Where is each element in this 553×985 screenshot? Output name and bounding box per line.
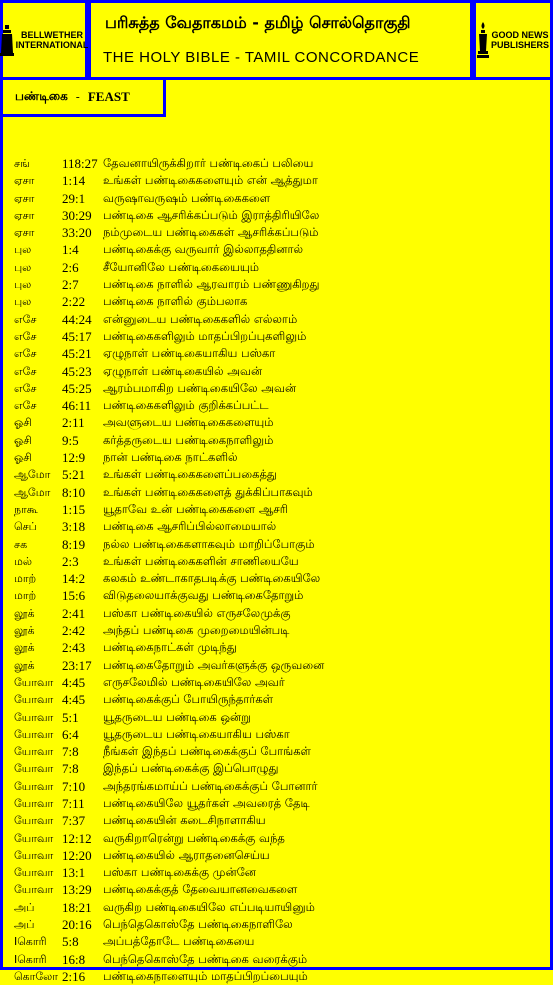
entry-text: அந்தரங்கமாய்ப் பண்டிகைக்குப் போனார் <box>103 778 318 793</box>
entry-reference: 13:1 <box>62 865 86 881</box>
concordance-entry <box>0 259 553 276</box>
concordance-entry <box>0 760 553 777</box>
subject-tamil: பண்டிகை <box>15 89 68 103</box>
entry-book: Iகொரி <box>14 935 47 949</box>
entry-reference: 7:8 <box>62 761 79 777</box>
entry-book: யோவா <box>14 727 54 741</box>
concordance-entry <box>0 951 553 968</box>
entry-reference: 23:17 <box>62 657 92 673</box>
entry-book: மாற் <box>14 589 37 603</box>
concordance-entry <box>0 449 553 466</box>
entry-reference: 7:10 <box>62 778 86 794</box>
entry-reference: 5:1 <box>62 709 79 725</box>
entry-reference: 30:29 <box>62 207 92 223</box>
entry-book: யோவா <box>14 745 54 759</box>
entry-reference: 7:8 <box>62 744 79 760</box>
entry-book: யோவா <box>14 883 54 897</box>
entry-reference: 12:12 <box>62 830 92 846</box>
concordance-entry <box>0 709 553 726</box>
entry-text: யூதாவே உன் பண்டிகைகளை ஆசரி <box>103 501 289 516</box>
concordance-entry <box>0 743 553 760</box>
concordance-entry <box>0 276 553 293</box>
entry-text: ஏழுநாள் பண்டிகையாகிய பஸ்கா <box>103 346 276 361</box>
concordance-list <box>0 155 553 985</box>
entry-reference: 2:7 <box>62 277 79 293</box>
concordance-entry <box>0 778 553 795</box>
concordance-entry <box>0 293 553 310</box>
entry-book: யோவா <box>14 831 54 845</box>
header <box>0 0 553 80</box>
entry-reference: 2:16 <box>62 968 86 984</box>
left-logo-line1: BELLWETHER <box>21 30 83 40</box>
entry-text: எருசலேமில் பண்டிகையிலே அவர் <box>103 674 285 689</box>
entry-text: பெந்தெகொஸ்தே பண்டிகைநாளிலே <box>103 917 293 932</box>
entry-book: எசே <box>14 399 37 413</box>
concordance-entry <box>0 484 553 501</box>
concordance-entry <box>0 190 553 207</box>
title-tamil: பரிசுத்த வேதாகமம் - தமிழ் சொல்தொகுதி <box>105 13 411 32</box>
entry-reference: 2:22 <box>62 294 86 310</box>
concordance-entry <box>0 380 553 397</box>
entry-text: நம்முடைய பண்டிகைகள் ஆசரிக்கப்படும் <box>103 225 319 240</box>
concordance-entry <box>0 553 553 570</box>
entry-book: ஏசா <box>14 226 35 240</box>
entry-reference: 45:17 <box>62 328 92 344</box>
entry-reference: 7:11 <box>62 795 85 811</box>
entry-reference: 12:20 <box>62 847 92 863</box>
entry-reference: 3:18 <box>62 519 86 535</box>
entry-book: புல <box>14 243 32 257</box>
entry-text: ஏழுநாள் பண்டிகையில் அவன் <box>103 363 263 378</box>
concordance-entry <box>0 639 553 656</box>
entry-text: சீயோனிலே பண்டிகையையும் <box>103 259 259 274</box>
entry-text: உங்கள் பண்டிகைகளையும் என் ஆத்துமா <box>103 173 318 188</box>
bellwether-logo <box>0 0 88 80</box>
entry-book: அப் <box>14 918 35 932</box>
entry-reference: 2:41 <box>62 605 86 621</box>
entry-reference: 20:16 <box>62 917 92 933</box>
entry-text: கர்த்தருடைய பண்டிகைநாளிலும் <box>103 432 274 447</box>
subject-separator: - <box>75 90 80 104</box>
entry-text: பண்டிகையிலே யூதர்கள் அவரைத் தேடி <box>103 795 310 810</box>
entry-reference: 5:21 <box>62 467 86 483</box>
entry-book: புல <box>14 278 32 292</box>
entry-text: நீங்கள் இந்தப் பண்டிகைக்குப் போங்கள் <box>103 744 311 759</box>
concordance-entry <box>0 812 553 829</box>
concordance-entry <box>0 864 553 881</box>
entry-book: யோவா <box>14 675 54 689</box>
entry-reference: 33:20 <box>62 225 92 241</box>
entry-book: யோவா <box>14 710 54 724</box>
entry-text: நல்ல பண்டிகைகளாகவும் மாறிப்போகும் <box>103 536 315 551</box>
entry-book: யோவா <box>14 848 54 862</box>
entry-text: பண்டிகைநாளையும் மாதப்பிறப்பையும் <box>103 968 308 983</box>
entry-reference: 13:29 <box>62 882 92 898</box>
entry-text: பண்டிகைக்குத் தேவையானவைகளை <box>103 882 298 897</box>
entry-reference: 1:15 <box>62 501 86 517</box>
entry-reference: 2:6 <box>62 259 79 275</box>
entry-book: லூக் <box>14 658 35 672</box>
concordance-entry <box>0 172 553 189</box>
entry-text: பண்டிகைகளிலும் குறிக்கப்பட்ட <box>103 398 269 413</box>
entry-text: பண்டிகை ஆசரிப்பில்லாமையால் <box>103 519 277 534</box>
entry-book: கொலோ <box>14 969 59 983</box>
concordance-entry <box>0 432 553 449</box>
concordance-entry <box>0 345 553 362</box>
entry-reference: 1:4 <box>62 242 79 258</box>
entry-text: பண்டிகைக்கு வருவார் இல்லாததினால் <box>103 242 303 257</box>
lamp-icon <box>477 21 489 59</box>
entry-text: என்னுடைய பண்டிகைகளில் எல்லாம் <box>103 311 298 326</box>
entry-reference: 8:10 <box>62 484 86 500</box>
entry-reference: 12:9 <box>62 450 86 466</box>
concordance-entry <box>0 847 553 864</box>
good-news-logo <box>473 0 553 80</box>
entry-book: அப் <box>14 900 35 914</box>
concordance-entry <box>0 311 553 328</box>
entry-text: பண்டிகைகளிலும் மாதப்பிறப்புகளிலும் <box>103 328 307 343</box>
entry-text: வருஷாவருஷம் பண்டிகைகளை <box>103 190 271 205</box>
entry-book: யோவா <box>14 796 54 810</box>
entry-reference: 2:43 <box>62 640 86 656</box>
entry-book: லூக் <box>14 641 35 655</box>
concordance-entry <box>0 501 553 518</box>
entry-reference: 2:11 <box>62 415 85 431</box>
entry-text: உங்கள் பண்டிகைகளைத் துக்கிப்பாகவும் <box>103 484 313 499</box>
concordance-entry <box>0 466 553 483</box>
concordance-entry <box>0 241 553 258</box>
entry-book: புல <box>14 295 32 309</box>
concordance-entry <box>0 605 553 622</box>
entry-book: Iகொரி <box>14 952 47 966</box>
entry-reference: 8:19 <box>62 536 86 552</box>
title-box <box>88 0 473 80</box>
entry-book: யோவா <box>14 762 54 776</box>
entry-reference: 46:11 <box>62 398 92 414</box>
entry-book: எசே <box>14 312 37 326</box>
entry-book: யோவா <box>14 693 54 707</box>
entry-text: யூதருடைய பண்டிகை ஒன்று <box>103 709 251 724</box>
right-logo-line2: PUBLISHERS <box>490 40 549 50</box>
entry-text: பண்டிகை ஆசரிக்கப்படும் இராத்திரியிலே <box>103 207 320 222</box>
entry-book: யோவா <box>14 779 54 793</box>
subject-english: FEAST <box>87 89 130 104</box>
concordance-entry <box>0 830 553 847</box>
entry-text: பண்டிகையின் கடைசிநாளாகிய <box>103 813 266 828</box>
entry-text: பண்டிகை நாளில் கும்பலாக <box>103 294 248 309</box>
entry-text: அந்தப் பண்டிகை முறைமையின்படி <box>103 623 290 638</box>
entry-book: எசே <box>14 329 37 343</box>
concordance-entry <box>0 414 553 431</box>
entry-reference: 4:45 <box>62 692 86 708</box>
concordance-entry <box>0 570 553 587</box>
entry-reference: 6:4 <box>62 726 79 742</box>
left-logo-line2: INTERNATIONAL <box>15 40 89 50</box>
entry-text: ஆரம்பமாகிற பண்டிகையிலே அவன் <box>103 380 297 395</box>
entry-book: சக <box>14 537 28 551</box>
concordance-entry <box>0 155 553 172</box>
entry-text: உங்கள் பண்டிகைகளின் சாணியையே <box>103 553 299 568</box>
entry-book: லூக் <box>14 624 35 638</box>
entry-text: உங்கள் பண்டிகைகளைப்பகைத்து <box>103 467 277 482</box>
entry-book: செப் <box>14 520 37 534</box>
entry-book: ஆமோ <box>14 468 51 482</box>
bellwether-icon <box>0 23 14 57</box>
entry-text: பஸ்கா பண்டிகைக்கு முன்னே <box>103 865 256 880</box>
concordance-entry <box>0 691 553 708</box>
entry-book: எசே <box>14 347 37 361</box>
entry-reference: 29:1 <box>62 190 86 206</box>
entry-text: பண்டிகைக்குப் போயிருந்தார்கள் <box>103 692 274 707</box>
title-english: THE HOLY BIBLE - TAMIL CONCORDANCE <box>103 49 420 66</box>
concordance-entry <box>0 933 553 950</box>
concordance-entry <box>0 587 553 604</box>
entry-reference: 5:8 <box>62 934 79 950</box>
entry-text: பஸ்கா பண்டிகையில் எருசலேமுக்கு <box>103 605 291 620</box>
concordance-entry <box>0 881 553 898</box>
concordance-entry <box>0 726 553 743</box>
entry-reference: 18:21 <box>62 899 92 915</box>
entry-book: யோவா <box>14 814 54 828</box>
concordance-entry <box>0 795 553 812</box>
entry-book: ஓசி <box>14 433 32 447</box>
concordance-entry <box>0 657 553 674</box>
entry-reference: 44:24 <box>62 311 92 327</box>
entry-text: நான் பண்டிகை நாட்களில் <box>103 450 238 465</box>
entry-book: எசே <box>14 381 37 395</box>
entry-book: ஓசி <box>14 416 32 430</box>
entry-book: ஏசா <box>14 174 35 188</box>
entry-text: அவளுடைய பண்டிகைகளையும் <box>103 415 274 430</box>
entry-text: வருகிறாரென்று பண்டிகைக்கு வந்த <box>103 830 285 845</box>
entry-reference: 4:45 <box>62 674 86 690</box>
entry-text: பெந்தெகொஸ்தே பண்டிகை வரைக்கும் <box>103 951 308 966</box>
entry-text: யூதருடைய பண்டிகையாகிய பஸ்கா <box>103 726 290 741</box>
entry-text: இந்தப் பண்டிகைக்கு இப்பொழுது <box>103 761 279 776</box>
entry-reference: 16:8 <box>62 951 86 967</box>
entry-text: கலகம் உண்டாகாதபடிக்கு பண்டிகையிலே <box>103 571 321 586</box>
entry-reference: 2:42 <box>62 623 86 639</box>
entry-text: தேவனாயிருக்கிறார் பண்டிகைப் பலியை <box>103 156 314 170</box>
concordance-entry <box>0 674 553 691</box>
entry-book: ஆமோ <box>14 485 51 499</box>
entry-book: நாகூ <box>14 502 38 516</box>
entry-reference: 7:37 <box>62 813 86 829</box>
entry-book: எசே <box>14 364 37 378</box>
entry-reference: 118:27 <box>62 156 98 171</box>
entry-reference: 14:2 <box>62 571 86 587</box>
entry-text: வருகிற பண்டிகையிலே எப்படியாயினும் <box>103 899 315 914</box>
subject-heading <box>0 77 166 117</box>
concordance-entry <box>0 207 553 224</box>
entry-reference: 15:6 <box>62 588 86 604</box>
entry-reference: 45:21 <box>62 346 92 362</box>
concordance-entry <box>0 518 553 535</box>
entry-book: யோவா <box>14 866 54 880</box>
entry-text: அப்பத்தோடே பண்டிகையை <box>103 934 255 949</box>
entry-text: பண்டிகைதோறும் அவர்களுக்கு ஒருவனை <box>103 657 325 672</box>
entry-book: சங் <box>14 157 30 170</box>
entry-book: ஏசா <box>14 191 35 205</box>
concordance-entry <box>0 397 553 414</box>
concordance-entry <box>0 328 553 345</box>
entry-book: ஓசி <box>14 451 32 465</box>
entry-text: பண்டிகையில் ஆராதனைசெய்ய <box>103 847 270 862</box>
entry-book: மல் <box>14 554 32 568</box>
entry-text: பண்டிகைநாட்கள் முடிந்து <box>103 640 237 655</box>
concordance-entry <box>0 916 553 933</box>
entry-reference: 9:5 <box>62 432 79 448</box>
entry-book: மாற் <box>14 572 37 586</box>
entry-text: விடுதலையாக்குவது பண்டிகைதோறும் <box>103 588 304 603</box>
concordance-entry <box>0 363 553 380</box>
entry-book: புல <box>14 260 32 274</box>
entry-book: லூக் <box>14 606 35 620</box>
concordance-entry <box>0 899 553 916</box>
concordance-entry <box>0 968 553 985</box>
entry-reference: 45:23 <box>62 363 92 379</box>
concordance-entry <box>0 536 553 553</box>
concordance-entry <box>0 622 553 639</box>
entry-reference: 2:3 <box>62 553 79 569</box>
entry-reference: 45:25 <box>62 380 92 396</box>
right-logo-line1: GOOD NEWS <box>491 30 549 40</box>
concordance-entry <box>0 224 553 241</box>
entry-reference: 1:14 <box>62 173 86 189</box>
entry-book: ஏசா <box>14 208 35 222</box>
entry-text: பண்டிகை நாளில் ஆரவாரம் பண்ணுகிறது <box>103 277 320 292</box>
